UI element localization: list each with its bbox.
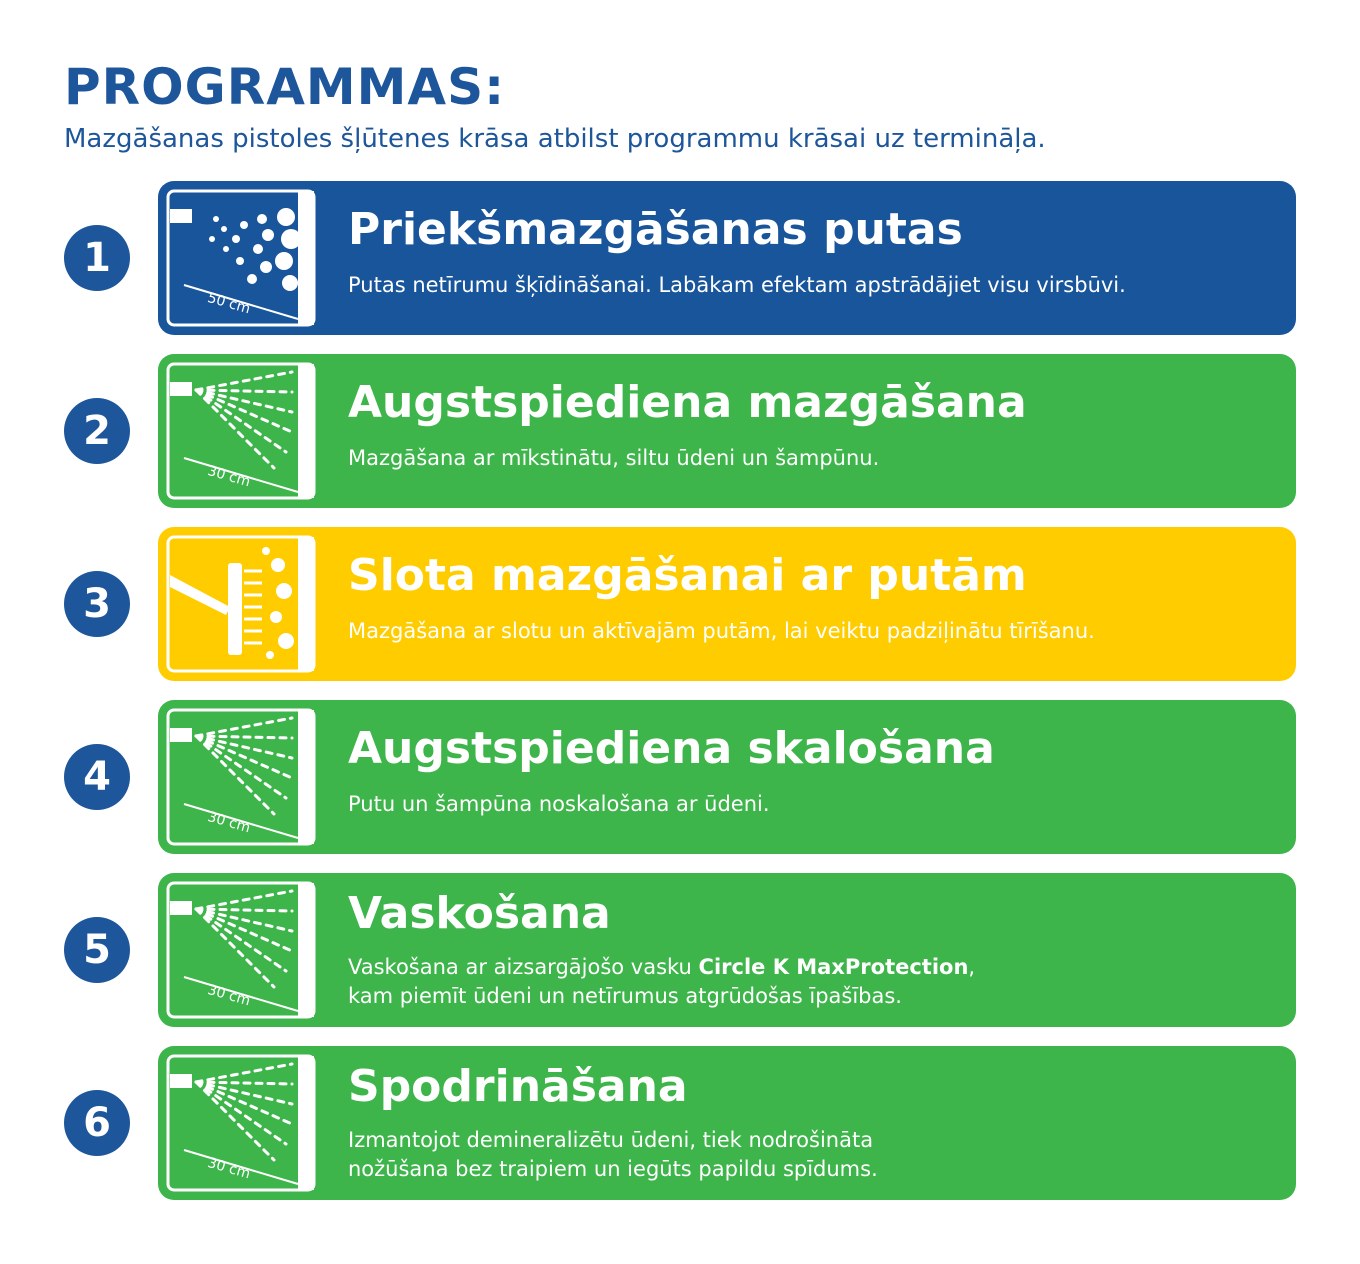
distance-label: 30 cm: [205, 981, 253, 1010]
program-title: Augstspiediena skalošana: [348, 723, 995, 774]
program-number: 1: [64, 225, 130, 291]
program-card: [158, 181, 1296, 335]
water-spray-icon: [166, 1054, 316, 1192]
program-item-6: [64, 1046, 1296, 1200]
program-number: 6: [64, 1090, 130, 1156]
program-number: 3: [64, 571, 130, 637]
program-item-2: [64, 354, 1296, 508]
program-title: Spodrināšana: [348, 1061, 688, 1112]
program-description: [348, 1126, 1276, 1185]
product-name: Circle K MaxProtection: [698, 955, 969, 979]
program-description: [348, 953, 1276, 1012]
water-spray-icon: [166, 881, 316, 1019]
water-spray-icon: [166, 708, 316, 846]
page-subtitle: Mazgāšanas pistoles šļūtenes krāsa atbilst programmu krāsai uz termināļa.: [64, 124, 1046, 154]
program-card: [158, 873, 1296, 1027]
program-description: Mazgāšana ar mīkstinātu, siltu ūdeni un šampūnu.: [348, 446, 880, 470]
foam-spray-icon: [166, 189, 316, 327]
program-card: [158, 700, 1296, 854]
program-item-3: [64, 527, 1296, 681]
description-text: Vaskošana ar aizsargājošo vasku: [348, 955, 699, 979]
water-spray-icon: [166, 362, 316, 500]
program-card: [158, 354, 1296, 508]
program-description: Putas netīrumu šķīdināšanai. Labākam efektam apstrādājiet visu virsbūvi.: [348, 273, 1126, 297]
program-item-4: [64, 700, 1296, 854]
program-number: 4: [64, 744, 130, 810]
program-item-5: [64, 873, 1296, 1027]
program-card: [158, 1046, 1296, 1200]
page-title: PROGRAMMAS:: [64, 58, 506, 116]
description-text: Izmantojot demineralizētu ūdeni, tiek nodrošināta: [348, 1128, 874, 1152]
brush-icon: [166, 535, 316, 673]
distance-label: 50 cm: [205, 289, 253, 318]
description-text: nožūšana bez traipiem un iegūts papildu spīdums.: [348, 1157, 878, 1182]
program-description: Putu un šampūna noskalošana ar ūdeni.: [348, 792, 770, 816]
program-card: [158, 527, 1296, 681]
program-title: Augstspiediena mazgāšana: [348, 377, 1027, 428]
distance-label: 30 cm: [205, 808, 253, 837]
program-item-1: [64, 181, 1296, 335]
program-title: Slota mazgāšanai ar putām: [348, 550, 1027, 601]
program-number: 2: [64, 398, 130, 464]
program-description: Mazgāšana ar slotu un aktīvajām putām, lai veiktu padziļinātu tīrīšanu.: [348, 619, 1095, 643]
description-text: kam piemīt ūdeni un netīrumus atgrūdošas īpašības.: [348, 984, 902, 1009]
distance-label: 30 cm: [205, 1154, 253, 1183]
program-title: Vaskošana: [348, 888, 611, 939]
description-text: ,: [968, 955, 976, 979]
program-title: Priekšmazgāšanas putas: [348, 204, 963, 255]
program-number: 5: [64, 917, 130, 983]
distance-label: 30 cm: [205, 462, 253, 491]
